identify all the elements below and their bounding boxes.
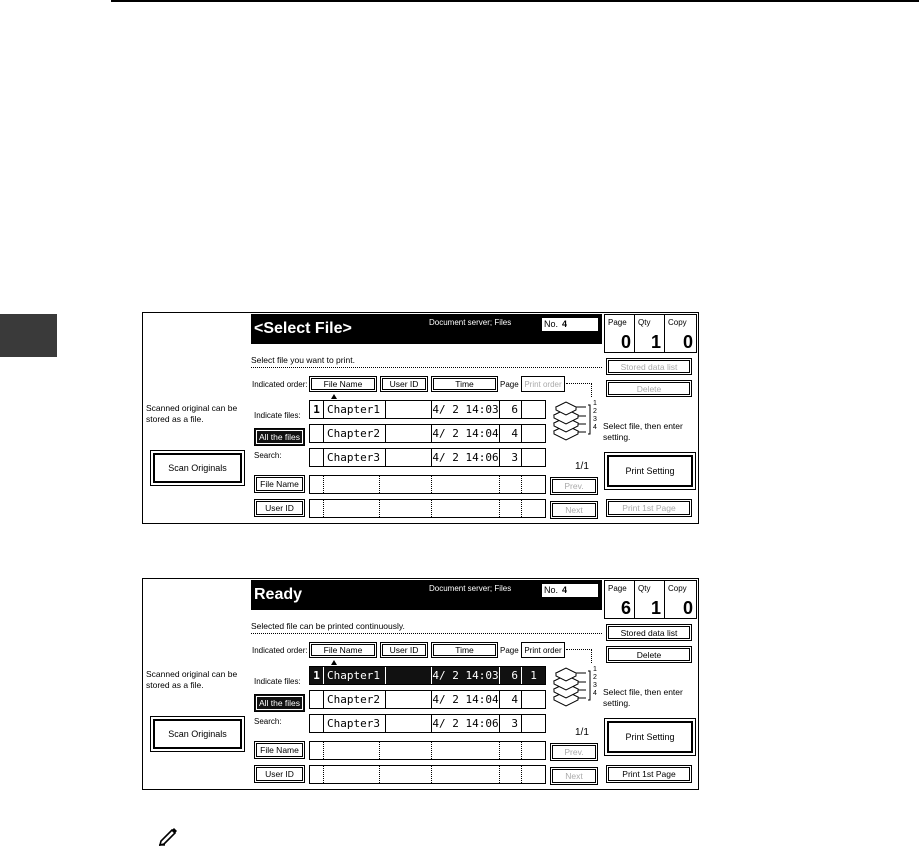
file-name: Chapter3 (324, 715, 386, 732)
stack-order-number: 2 (593, 674, 597, 681)
file-user-id (386, 401, 432, 418)
file-time: 4/ 2 14:06 (432, 717, 499, 730)
stored-data-list-button[interactable]: Stored data list (606, 624, 692, 641)
file-count-box: No. 4 (541, 317, 599, 332)
file-row[interactable] (309, 424, 546, 443)
file-row[interactable] (309, 400, 546, 419)
file-name: Chapter2 (324, 691, 386, 708)
file-row[interactable] (309, 448, 546, 467)
search-user-id-button[interactable]: User ID (254, 765, 305, 783)
sort-user-id-button[interactable]: User ID (380, 376, 428, 392)
scan-hint: Scanned original can be stored as a file. (146, 669, 238, 690)
file-time: 4/ 2 14:06 (432, 451, 499, 464)
empty-row (309, 499, 546, 518)
search-file-name-button[interactable]: File Name (254, 475, 305, 493)
scan-hint: Scanned original can be stored as a file. (146, 403, 238, 424)
next-button[interactable]: Next (550, 767, 598, 785)
file-user-id (386, 667, 432, 684)
page-column-label: Page (500, 646, 519, 655)
indicate-files-label: Indicate files: (254, 411, 301, 420)
file-row[interactable] (309, 666, 546, 685)
page-counter: Page 6 (605, 581, 635, 618)
file-page-count: 6 (500, 667, 522, 684)
title-bar (251, 580, 602, 610)
file-page-count: 4 (500, 691, 522, 708)
print-setting-button[interactable]: Print Setting (604, 718, 696, 756)
mode-label: Document server; Files (429, 584, 512, 593)
file-print-order (522, 449, 545, 466)
indicated-order-label: Indicated order: (252, 380, 308, 389)
sort-time-button[interactable]: Time (431, 642, 498, 658)
screen-title: <Select File> (254, 320, 352, 337)
control-panel-screen-2 (142, 578, 699, 790)
pencil-note-icon (156, 824, 178, 846)
file-user-id (386, 691, 432, 708)
prompt-message: Selected file can be printed continuously. (251, 621, 405, 631)
sort-user-id-button[interactable]: User ID (380, 642, 428, 658)
search-label: Search: (254, 717, 282, 726)
copy-counter: Copy 0 (668, 318, 693, 352)
qty-counter: Qty 1 (635, 581, 665, 618)
scan-originals-button[interactable]: Scan Originals (150, 716, 245, 752)
order-connector (566, 383, 592, 397)
file-name: Chapter1 (324, 667, 386, 684)
sort-indicator-icon (331, 394, 337, 399)
file-row[interactable] (309, 690, 546, 709)
scan-originals-button[interactable]: Scan Originals (150, 450, 245, 486)
file-user-id (386, 449, 432, 466)
empty-row (309, 765, 546, 784)
all-files-button[interactable]: All the files (254, 694, 305, 712)
page-column-label: Page (500, 380, 519, 389)
file-time: 4/ 2 14:04 (432, 427, 499, 440)
file-time: 4/ 2 14:03 (432, 403, 499, 416)
file-number (310, 691, 324, 708)
file-name: Chapter2 (324, 425, 386, 442)
title-bar (251, 314, 602, 344)
file-count-box: No. 4 (541, 583, 599, 598)
sort-print-order-button[interactable]: Print order (521, 376, 565, 392)
delete-button[interactable]: Delete (606, 380, 692, 397)
print-first-page-button[interactable]: Print 1st Page (606, 499, 692, 517)
stack-order-number: 3 (593, 682, 597, 689)
divider (251, 633, 602, 634)
page-indicator: 1/1 (575, 727, 589, 738)
stack-order-number: 4 (593, 424, 597, 431)
file-page-count: 3 (500, 715, 522, 732)
delete-button[interactable]: Delete (606, 646, 692, 663)
file-number: 1 (310, 401, 324, 418)
file-page-count: 3 (500, 449, 522, 466)
file-user-id (386, 425, 432, 442)
top-rule (111, 0, 919, 2)
search-file-name-button[interactable]: File Name (254, 741, 305, 759)
next-button[interactable]: Next (550, 501, 598, 519)
setting-hint: Select file, then enter setting. (603, 421, 683, 442)
prev-button[interactable]: Prev. (550, 743, 598, 761)
screen-title: Ready (254, 586, 303, 603)
sort-time-button[interactable]: Time (431, 376, 498, 392)
prompt-message: Select file you want to print. (251, 355, 355, 365)
search-user-id-button[interactable]: User ID (254, 499, 305, 517)
file-row[interactable] (309, 714, 546, 733)
chapter-tab (0, 314, 57, 357)
empty-row (309, 475, 546, 494)
stack-order-number: 1 (593, 400, 597, 407)
file-name: Chapter3 (324, 449, 386, 466)
document-stack-icon (552, 399, 598, 443)
file-time: 4/ 2 14:04 (432, 693, 499, 706)
file-page-count: 6 (500, 401, 522, 418)
qty-counter: Qty 1 (635, 315, 665, 352)
all-files-button[interactable]: All the files (254, 428, 305, 446)
order-connector (566, 649, 592, 663)
document-stack-icon (552, 665, 598, 709)
sort-indicator-icon (331, 660, 337, 665)
control-panel-screen-1 (142, 312, 699, 524)
search-label: Search: (254, 451, 282, 460)
file-number (310, 425, 324, 442)
file-time: 4/ 2 14:03 (432, 669, 499, 682)
prev-button[interactable]: Prev. (550, 477, 598, 495)
sort-file-name-button[interactable]: File Name (309, 376, 377, 392)
file-print-order (522, 691, 545, 708)
divider (251, 367, 602, 368)
page-indicator: 1/1 (575, 461, 589, 472)
file-print-order (522, 401, 545, 418)
file-page-count: 4 (500, 425, 522, 442)
copy-counter: Copy 0 (668, 584, 693, 618)
file-user-id (386, 715, 432, 732)
print-first-page-button[interactable]: Print 1st Page (606, 765, 692, 783)
file-print-order (522, 715, 545, 732)
counter-display (604, 314, 697, 353)
file-name: Chapter1 (324, 401, 386, 418)
file-number (310, 715, 324, 732)
print-setting-button[interactable]: Print Setting (604, 452, 696, 490)
mode-label: Document server; Files (429, 318, 512, 327)
page-counter: Page 0 (605, 315, 635, 352)
indicate-files-label: Indicate files: (254, 677, 301, 686)
indicated-order-label: Indicated order: (252, 646, 308, 655)
sort-file-name-button[interactable]: File Name (309, 642, 377, 658)
empty-row (309, 741, 546, 760)
sort-print-order-button[interactable]: Print order (521, 642, 565, 658)
counter-display (604, 580, 697, 619)
stack-order-number: 4 (593, 690, 597, 697)
file-number (310, 449, 324, 466)
file-number: 1 (310, 667, 324, 684)
stack-order-number: 3 (593, 416, 597, 423)
stack-order-number: 2 (593, 408, 597, 415)
stack-order-number: 1 (593, 666, 597, 673)
stored-data-list-button[interactable]: Stored data list (606, 358, 692, 375)
file-print-order: 1 (530, 669, 537, 682)
setting-hint: Select file, then enter setting. (603, 687, 683, 708)
file-print-order (522, 425, 545, 442)
